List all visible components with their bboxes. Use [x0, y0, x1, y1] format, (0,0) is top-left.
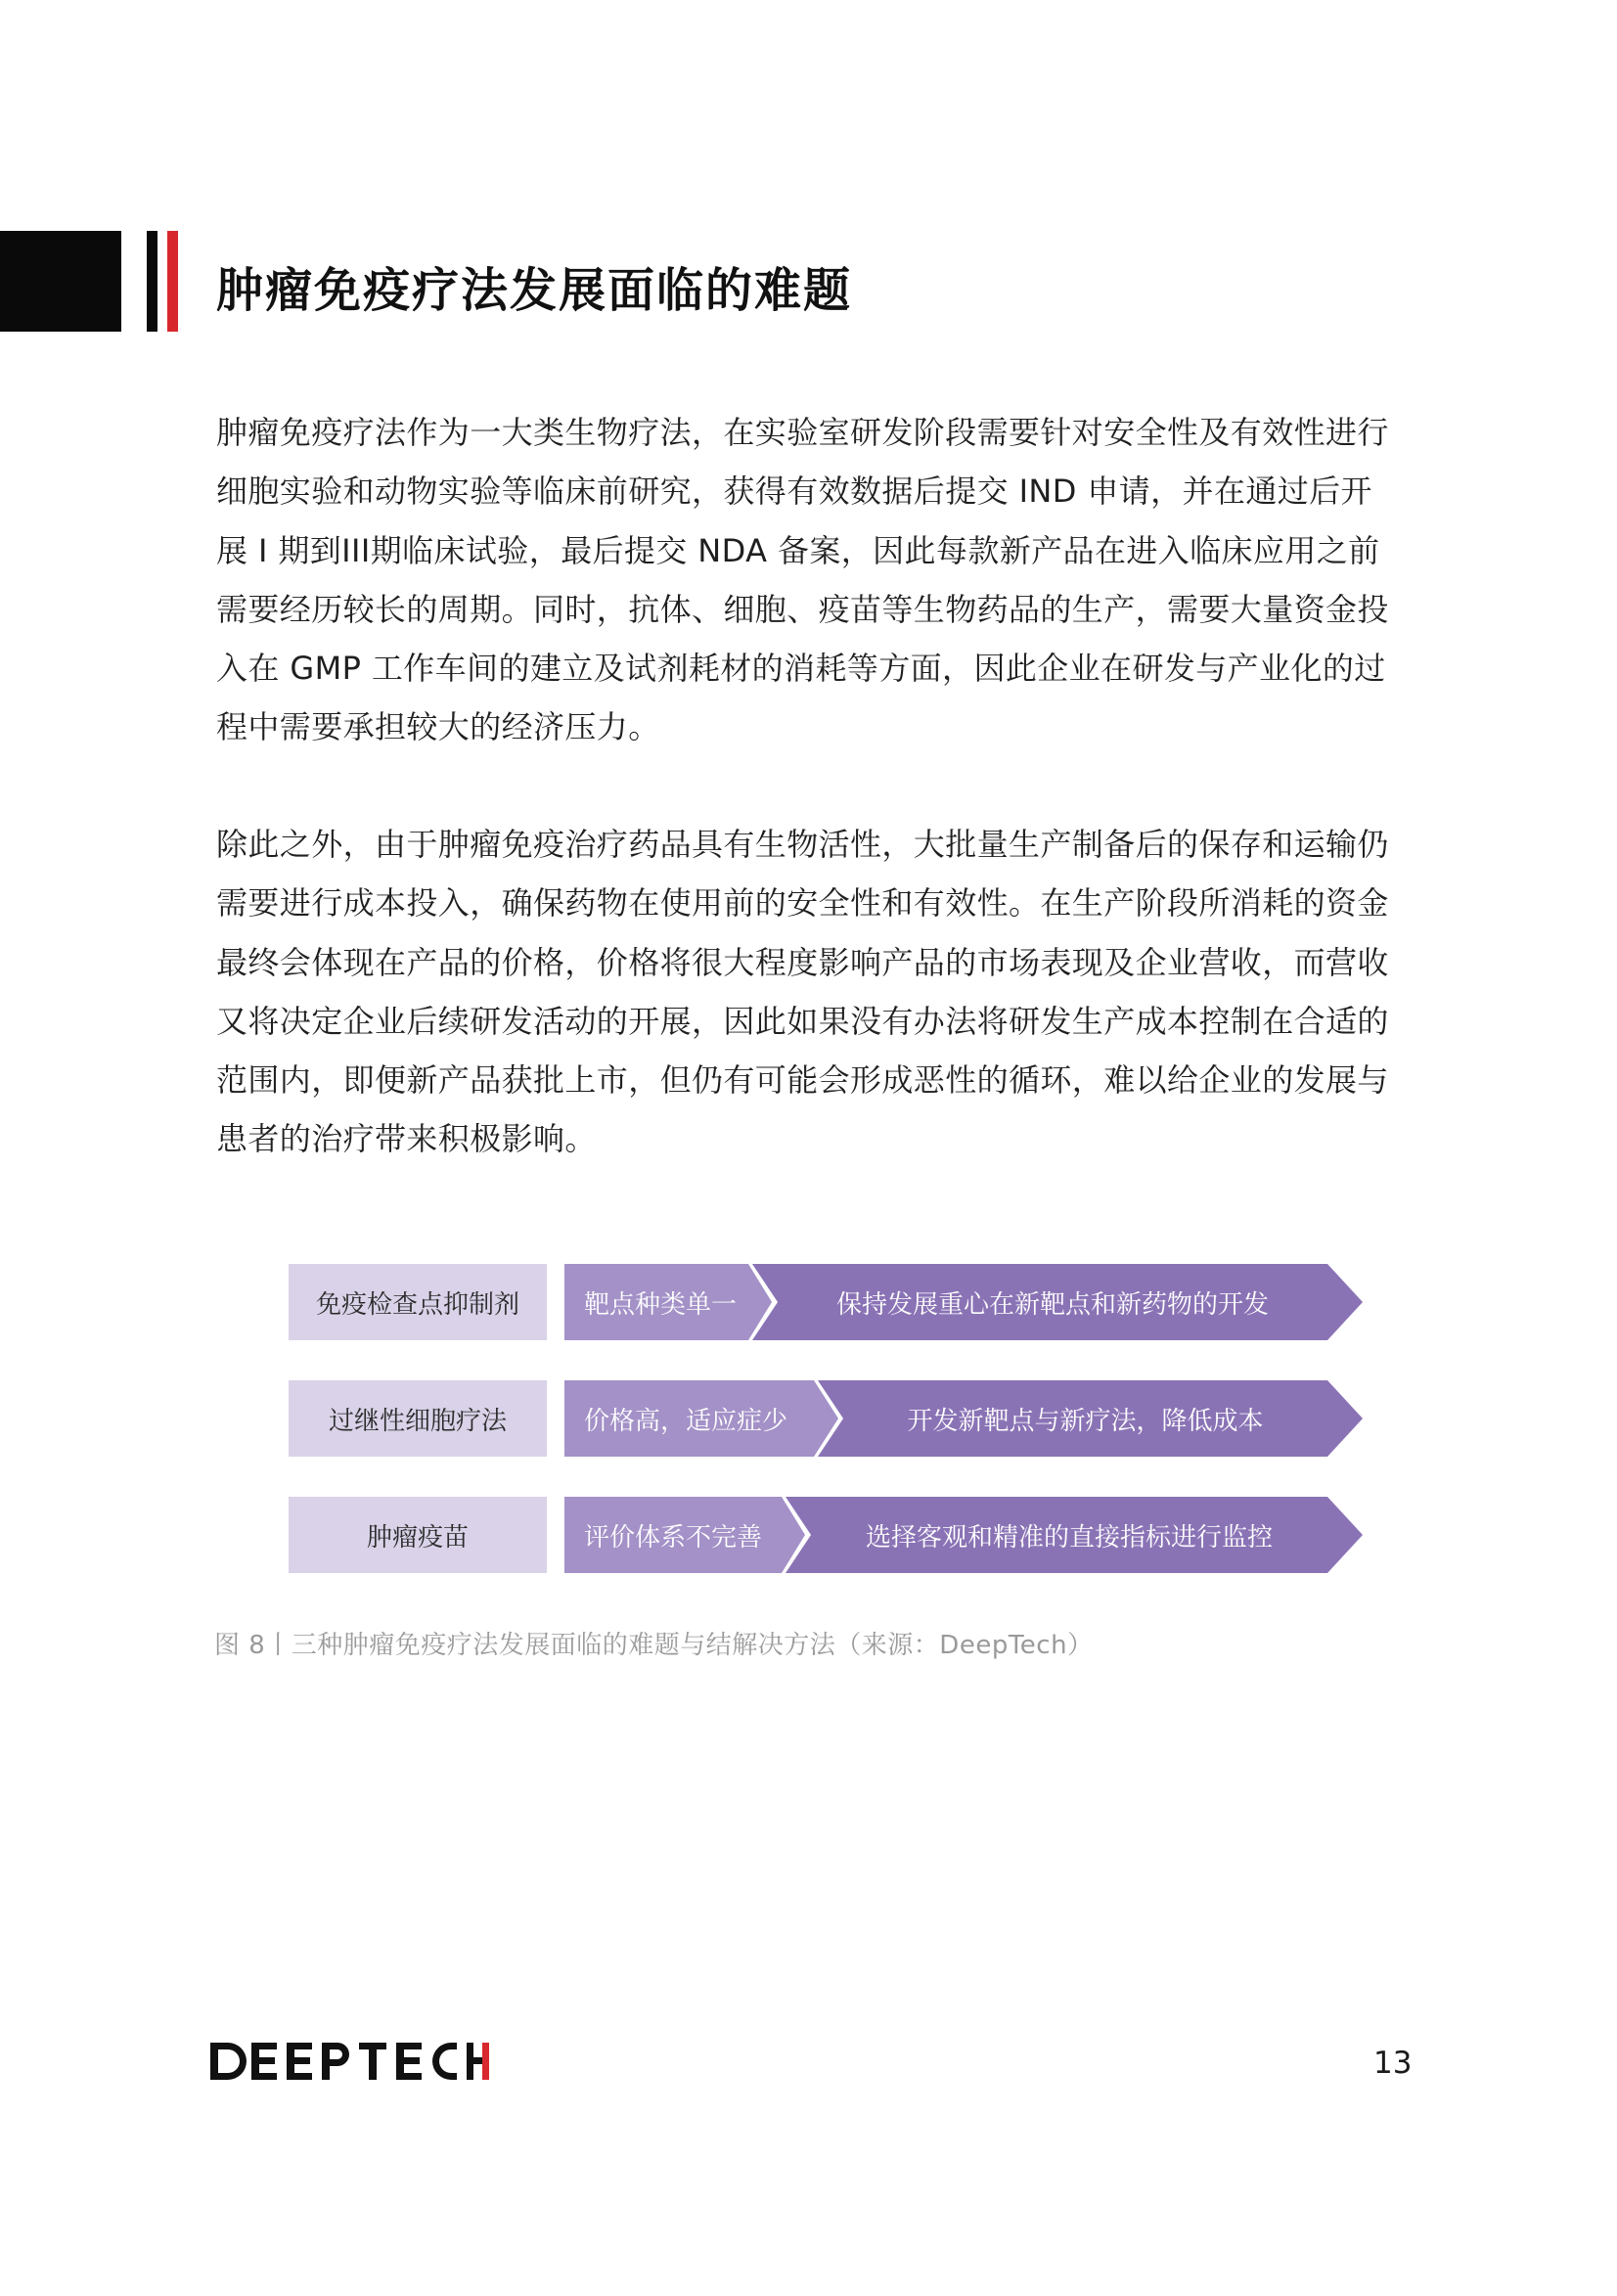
category-cell: 肿瘤疫苗 — [289, 1497, 547, 1573]
deeptech-logo-graphic — [210, 2041, 489, 2082]
section-title: 肿瘤免疫疗法发展面临的难题 — [216, 263, 853, 318]
header-black-block — [0, 231, 121, 332]
solution-cell: 开发新靶点与新疗法，降低成本 — [907, 1406, 1264, 1436]
diagram-row — [289, 1380, 1374, 1457]
paragraph-line: 患者的治疗带来积极影响。 — [216, 1120, 597, 1158]
solution-cell: 保持发展重心在新靶点和新药物的开发 — [835, 1289, 1269, 1320]
deeptech-logo — [210, 2041, 489, 2086]
paragraph-line: 需要进行成本投入，确保药物在使用前的安全性和有效性。在生产阶段所消耗的资金 — [216, 884, 1389, 923]
paragraph-line: 最终会体现在产品的价格，价格将很大程度影响产品的市场表现及企业营收，而营收 — [216, 943, 1389, 981]
page-number: 13 — [1373, 2046, 1413, 2081]
problem-cell: 价格高，适应症少 — [584, 1406, 788, 1436]
paragraph-line: 又将决定企业后续研发活动的开展，因此如果没有办法将研发生产成本控制在合适的 — [216, 1002, 1389, 1040]
problem-cell: 靶点种类单一 — [584, 1289, 738, 1320]
paragraph-line: 展 I 期到III期临床试验，最后提交 NDA 备案，因此每款新产品在进入临床应用之前 — [216, 531, 1380, 569]
problem-cell: 评价体系不完善 — [584, 1522, 763, 1553]
paragraph-2 — [216, 815, 1410, 1169]
logo-red-accent — [482, 2043, 489, 2080]
figure-caption: 图 8丨三种肿瘤免疫疗法发展面临的难题与结解决方法（来源：DeepTech） — [214, 1631, 1094, 1660]
paragraph-line: 入在 GMP 工作车间的建立及试剂耗材的消耗等方面，因此企业在研发与产业化的过 — [216, 650, 1386, 688]
header-black-bar — [147, 231, 157, 332]
paragraph-line: 程中需要承担较大的经济压力。 — [216, 708, 660, 746]
header-red-bar — [167, 231, 178, 332]
paragraph-line: 需要经历较长的周期。同时，抗体、细胞、疫苗等生物药品的生产，需要大量资金投 — [216, 590, 1389, 628]
diagram-row — [289, 1264, 1374, 1340]
diagram-row — [289, 1497, 1374, 1573]
category-cell: 过继性细胞疗法 — [289, 1380, 547, 1457]
paragraph-line: 除此之外，由于肿瘤免疫治疗药品具有生物活性，大批量生产制备后的保存和运输仍 — [216, 826, 1389, 863]
paragraph-line: 肿瘤免疫疗法作为一大类生物疗法，在实验室研发阶段需要针对安全性及有效性进行 — [216, 414, 1389, 451]
paragraph-line: 细胞实验和动物实验等临床前研究，获得有效数据后提交 IND 申请，并在通过后开 — [216, 473, 1372, 511]
category-cell: 免疫检查点抑制剂 — [289, 1264, 547, 1340]
paragraph-1 — [216, 403, 1410, 757]
paragraph-line: 范围内，即便新产品获批上市，但仍有可能会形成恶性的循环，难以给企业的发展与 — [216, 1061, 1389, 1100]
solution-cell: 选择客观和精准的直接指标进行监控 — [865, 1522, 1273, 1553]
